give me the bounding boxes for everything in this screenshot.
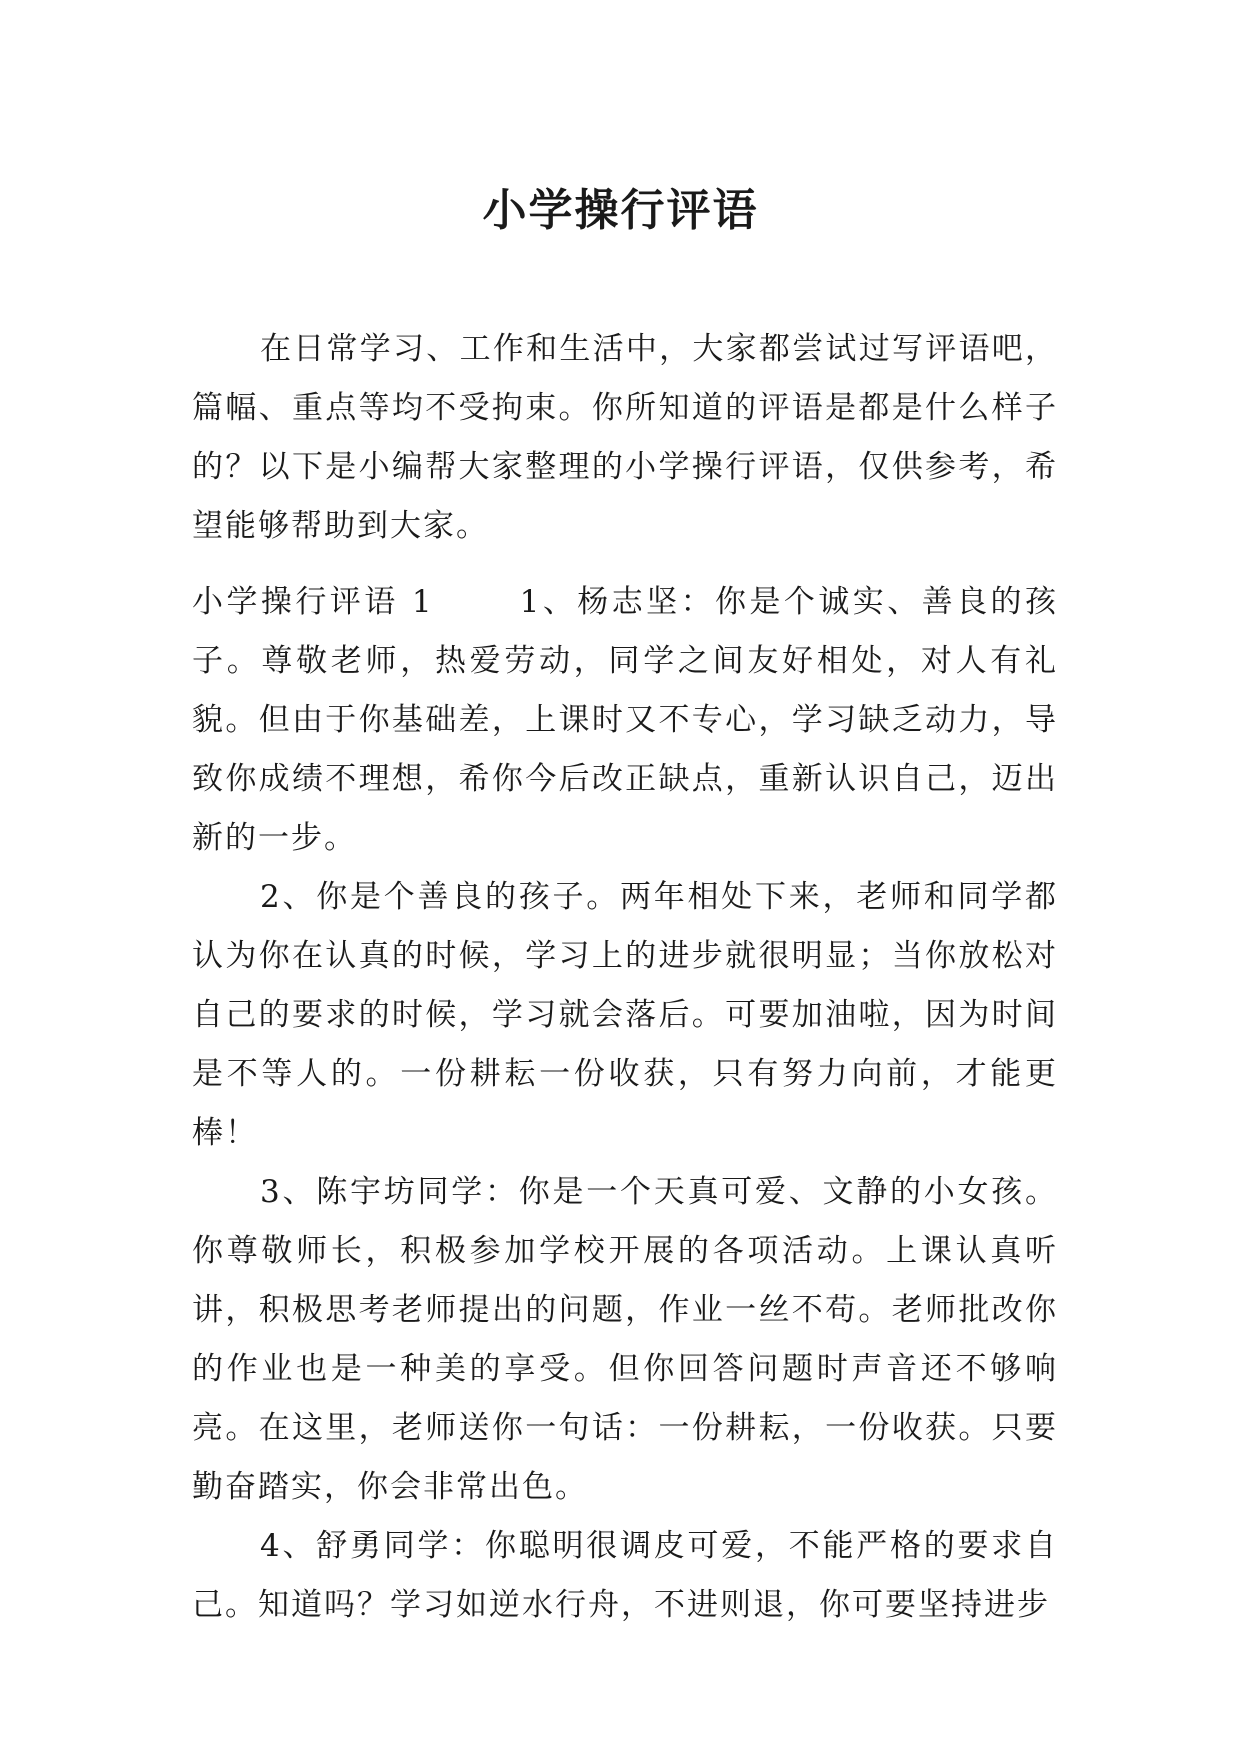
section-heading: 小学操行评语 1: [192, 584, 434, 620]
evaluation-item-3: 3、陈宇坊同学：你是一个天真可爱、文静的小女孩。你尊敬师长，积极参加学校开展的各项活动。上课认真听讲，积极思考老师提出的问题，作业一丝不苟。老师批改你的作业也是一种美的享受。但你回答问题时声音还不够响亮。在这里，老师送你一句话：一份耕耘，一份收获。只要勤奋踏实，你会非常出色。: [192, 1174, 1058, 1505]
intro-paragraph: 在日常学习、工作和生活中，大家都尝试过写评语吧，篇幅、重点等均不受拘束。你所知道的评语是都是什么样子的？以下是小编帮大家整理的小学操行评语，仅供参考，希望能够帮助到大家。: [192, 331, 1058, 544]
evaluation-item-1: [192, 573, 1058, 868]
document-title: 小学操行评语: [482, 185, 759, 237]
evaluation-item-2: 2、你是个善良的孩子。两年相处下来，老师和同学都认为你在认真的时候，学习上的进步就很明显；当你放松对自己的要求的时候，学习就会落后。可要加油啦，因为时间是不等人的。一份耕耘一份收获，只有努力向前，才能更棒！: [192, 879, 1058, 1151]
evaluation-list: [192, 573, 1058, 1635]
evaluation-item-1-text: 1、杨志坚：你是个诚实、善良的孩子。尊敬老师，热爱劳动，同学之间友好相处，对人有礼貌。但由于你基础差，上课时又不专心，学习缺乏动力，导致你成绩不理想，希你今后改正缺点，重新认识自己，迈出新的一步。: [192, 584, 1058, 856]
evaluation-item-4: 4、舒勇同学：你聪明很调皮可爱，不能严格的要求自己。知道吗？学习如逆水行舟，不进则退，你可要坚持进步: [192, 1528, 1058, 1623]
